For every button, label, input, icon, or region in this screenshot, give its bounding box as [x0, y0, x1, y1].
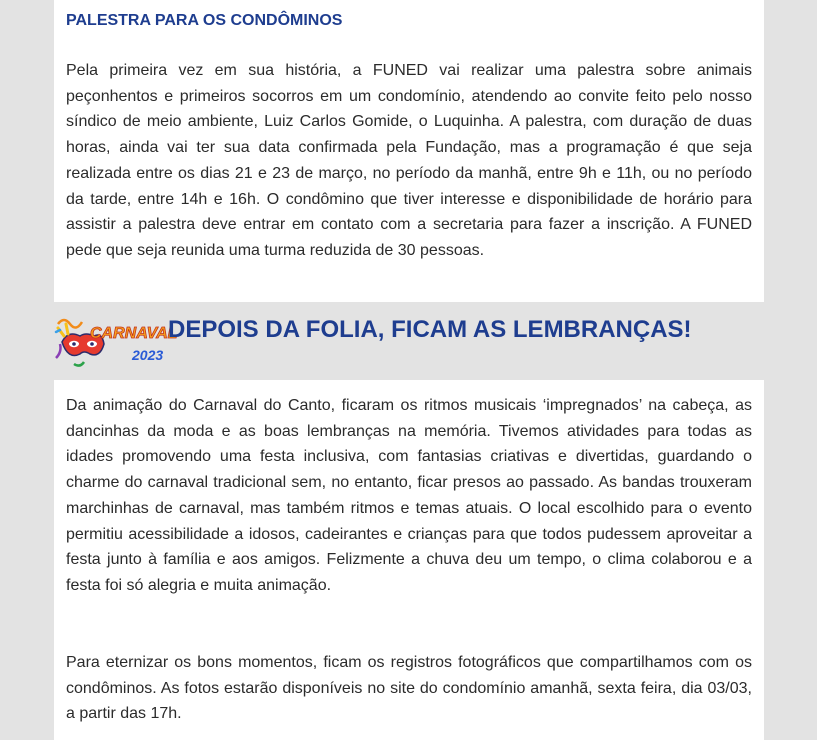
- logo-year: 2023: [132, 347, 164, 363]
- streamer-purple: [56, 344, 61, 358]
- palestra-card: [54, 0, 764, 302]
- carnaval-paragraph-2: Para eternizar os bons momentos, ficam os registros fotográficos que compartilhamos com os condôminos. As fotos estarão disponíveis no site do condomínio amanhã, sexta feira, dia 03/03, a partir das 17h.: [66, 654, 752, 723]
- carnaval-2023-logo: [54, 314, 178, 370]
- carnaval-headline: DEPOIS DA FOLIA, FICAM AS LEMBRANÇAS!: [168, 316, 692, 343]
- logo-word: CARNAVAL: [90, 325, 178, 342]
- streamer-orange: [58, 320, 82, 328]
- carnaval-paragraph-1: Da animação do Carnaval do Canto, ficaram os ritmos musicais ‘impregnados’ na cabeça, as dancinhas da moda e as boas lembranças na memória. Tivemos atividades para todas as idades promovendo uma festa inclusiva, com fantasias criativas e divertidas, guardando o charme do carnaval tradicional sem, no entanto, ficar presos ao passado. As bandas trouxeram marchinhas de carnaval, mas também ritmos e temas atuais. O local escolhido para o evento permitiu acessibilidade a idosos, cadeirantes e crianças para que todos pudessem aproveitar a festa junto à família e aos amigos. Felizmente a chuva deu um tempo, o clima colaborou e a festa foi só alegria e muita animação.: [66, 397, 752, 594]
- palestra-paragraph: Pela primeira vez em sua história, a FUNED vai realizar uma palestra sobre animais peçonhentos e primeiros socorros em um condomínio, atendendo ao convite feito pelo nosso síndico de meio ambiente, Luiz Carlos Gomide, o Luquinha. A palestra, com duração de duas horas, ainda vai ter sua data confirmada pela Fundação, mas a programação é que seja realizada entre os dias 21 e 23 de março, no período da manhã, entre 9h e 11h, ou no período da tarde, entre 14h e 16h. O condômino que tiver interesse e disponibilidade de horário para assistir a palestra deve entrar em contato com a secretaria para fazer a inscrição. A FUNED pede que seja reunida uma turma reduzida de 30 pessoas.: [66, 62, 752, 259]
- streamer-green: [74, 362, 84, 366]
- carnaval-card: [54, 380, 764, 740]
- palestra-title: PALESTRA PARA OS CONDÔMINOS: [66, 12, 343, 29]
- carnaval-header: [54, 302, 764, 380]
